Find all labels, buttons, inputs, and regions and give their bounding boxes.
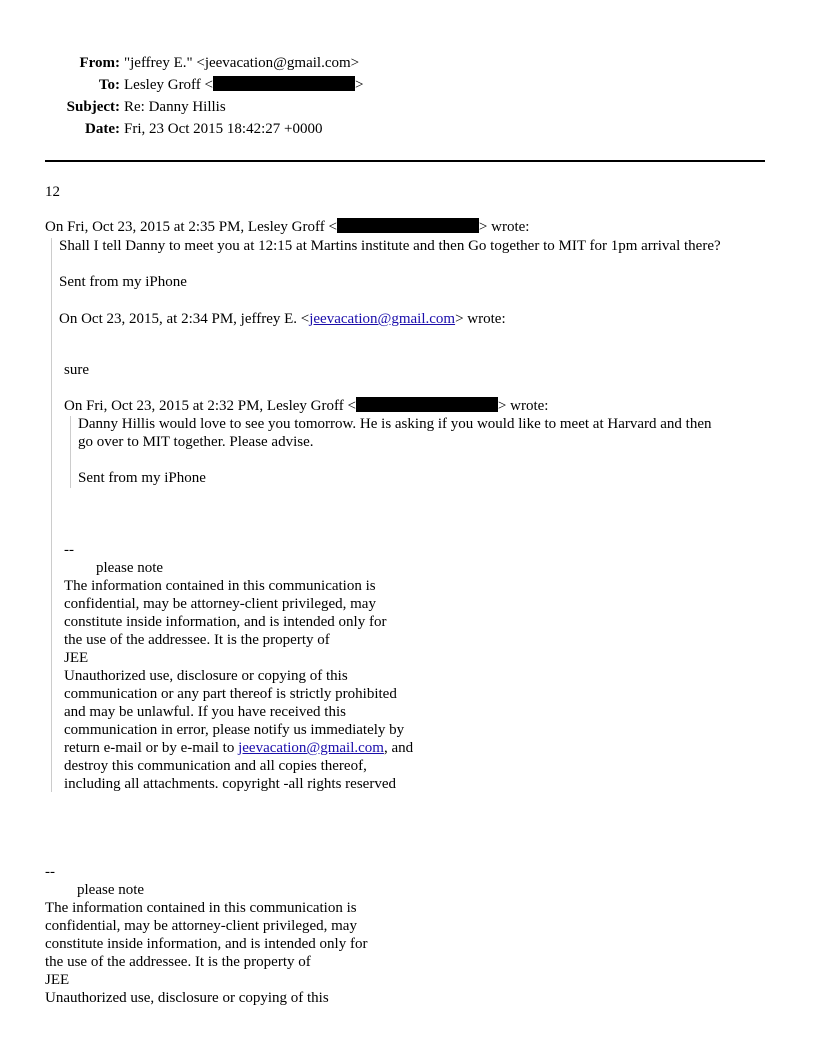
email-link[interactable]: jeevacation@gmail.com: [238, 740, 384, 756]
to-end: >: [355, 77, 364, 93]
sig-note: please note: [77, 882, 145, 898]
quote1-intro: [45, 218, 529, 236]
quote2-text: sure: [64, 362, 89, 378]
quote1-intro-post: > wrote:: [478, 219, 530, 235]
sig-email-post: , and: [383, 740, 414, 756]
sig-line: the use of the addressee. It is the property of: [64, 632, 330, 648]
sig-email-line: [64, 739, 413, 757]
date-label: Date:: [85, 121, 120, 137]
header-divider: [45, 160, 765, 162]
sig-line: including all attachments. copyright -all rights reserved: [64, 776, 396, 792]
quote1-bar: [51, 238, 52, 792]
from-value: "jeffrey E." <jeevacation@gmail.com>: [124, 55, 360, 71]
sig-line: constitute inside information, and is intended only for: [45, 936, 368, 952]
sig-dashes: --: [64, 542, 74, 558]
sig-dashes: --: [45, 864, 55, 880]
sig-line: communication in error, please notify us immediately by: [64, 722, 405, 738]
quote2-intro-post: > wrote:: [455, 311, 506, 327]
quote2-intro-pre: On Oct 23, 2015, at 2:34 PM, jeffrey E. <: [59, 311, 310, 327]
from-label: From:: [79, 55, 120, 71]
date-value: Fri, 23 Oct 2015 18:42:27 +0000: [124, 121, 323, 137]
quote3-line2: go over to MIT together. Please advise.: [78, 434, 314, 450]
quote3-bar: [70, 416, 71, 488]
reply-text: 12: [45, 184, 60, 200]
sig-line: confidential, may be attorney-client privileged, may: [64, 596, 376, 612]
sig-line: the use of the addressee. It is the property of: [45, 954, 311, 970]
subject-value: Re: Danny Hillis: [124, 99, 226, 115]
sig-note: please note: [96, 560, 164, 576]
email-link[interactable]: jeevacation@gmail.com: [309, 311, 456, 327]
sig-line: constitute inside information, and is intended only for: [64, 614, 387, 630]
sig-line: Unauthorized use, disclosure or copying of this: [45, 990, 329, 1006]
sig-line: communication or any part thereof is strictly prohibited: [64, 686, 397, 702]
sig-line: The information contained in this communication is: [64, 578, 376, 594]
redaction-block: [337, 218, 479, 233]
sig-line: confidential, may be attorney-client privileged, may: [45, 918, 357, 934]
to-name: Lesley Groff <: [124, 77, 213, 93]
sig-line: JEE: [45, 972, 70, 988]
quote3-line1: Danny Hillis would love to see you tomorrow. He is asking if you would like to meet at Harvard and then: [78, 416, 712, 432]
quote1-sent: Sent from my iPhone: [59, 274, 187, 290]
signature-inner: [64, 541, 413, 793]
sig-email-pre: return e-mail or by e-mail to: [64, 740, 239, 756]
quote3-sent: Sent from my iPhone: [78, 470, 206, 486]
sig-line: and may be unlawful. If you have received this: [64, 704, 346, 720]
sig-line: The information contained in this communication is: [45, 900, 357, 916]
quote2-intro: [59, 310, 506, 328]
quote3-intro-post: > wrote:: [497, 398, 549, 414]
quote1-text: Shall I tell Danny to meet you at 12:15 at Martins institute and then Go together to MIT for 1pm arrival there?: [59, 238, 721, 254]
subject-label: Subject:: [66, 99, 120, 115]
to-label: To:: [98, 77, 120, 93]
quote1-intro-pre: On Fri, Oct 23, 2015 at 2:35 PM, Lesley Groff <: [45, 219, 337, 235]
sig-line: JEE: [64, 650, 89, 666]
signature-outer: [45, 863, 367, 1007]
quote3-intro: [64, 397, 548, 415]
quote3-intro-pre: On Fri, Oct 23, 2015 at 2:32 PM, Lesley Groff <: [64, 398, 356, 414]
sig-line: destroy this communication and all copies thereof,: [64, 758, 367, 774]
redaction-block: [213, 76, 355, 91]
sig-line: Unauthorized use, disclosure or copying of this: [64, 668, 348, 684]
to-value: [124, 74, 363, 96]
redaction-block: [356, 397, 498, 412]
